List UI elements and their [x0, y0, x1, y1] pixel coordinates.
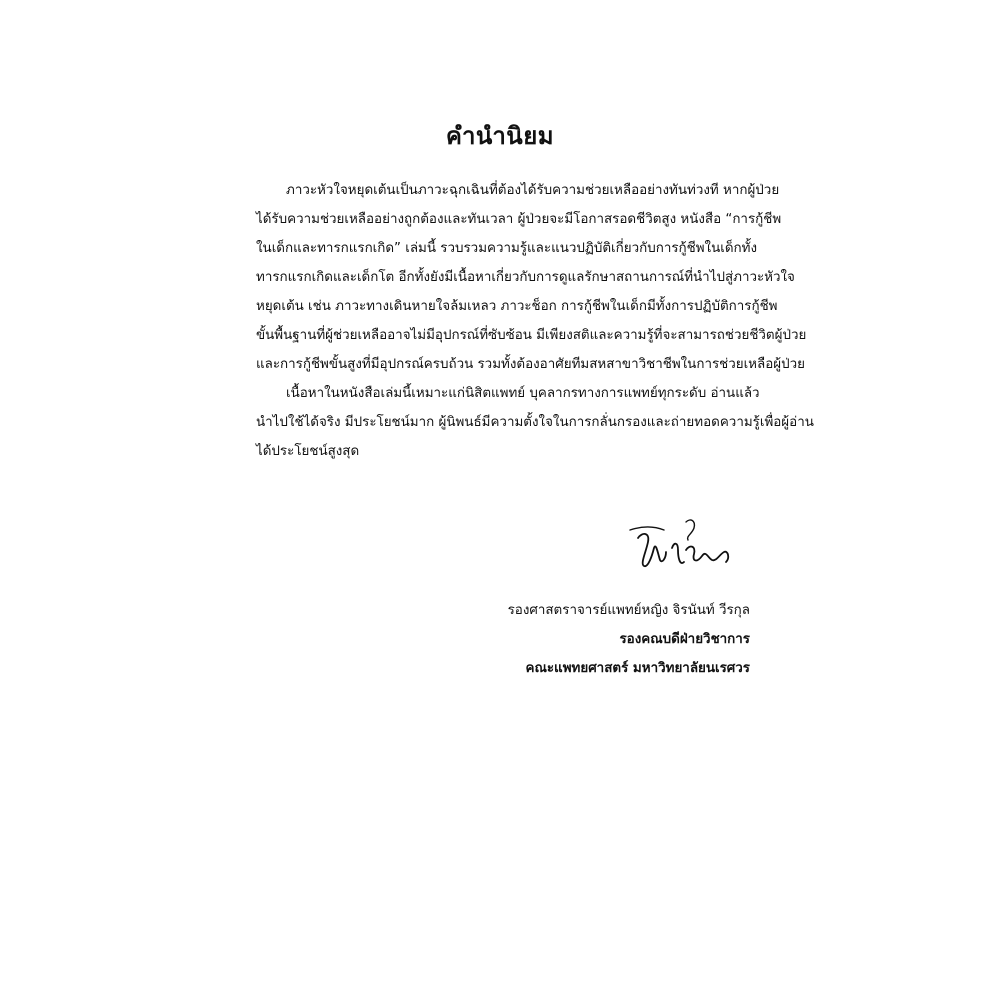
paragraph-line: เนื้อหาในหนังสือเล่มนี้เหมาะแก่นิสิตแพทย์ บุคลากรทางการแพทย์ทุกระดับ อ่านแล้ว — [286, 386, 760, 401]
signatory-name: รองศาสตราจารย์แพทย์หญิง จิรนันท์ วีรกุล — [507, 603, 750, 618]
paragraph-line: ได้รับความช่วยเหลืออย่างถูกต้องและทันเวลา ผู้ป่วยจะมีโอกาสรอดชีวิตสูง หนังสือ “การกู้ชีพ — [256, 212, 782, 227]
signatory-position: รองคณบดีฝ่ายวิชาการ — [619, 632, 750, 647]
paragraph-line: ในเด็กและทารกแรกเกิด” เล่มนี้ รวบรวมความรู้และแนวปฏิบัติเกี่ยวกับการกู้ชีพในเด็กทั้ง — [256, 241, 757, 256]
paragraph-line: หยุดเต้น เช่น ภาวะทางเดินหายใจล้มเหลว ภาวะช็อก การกู้ชีพในเด็กมีทั้งการปฏิบัติการกู้ชีพ — [256, 299, 778, 314]
foreword-body — [256, 176, 814, 466]
paragraph-line: และการกู้ชีพขั้นสูงที่มีอุปกรณ์ครบถ้วน รวมทั้งต้องอาศัยทีมสหสาขาวิชาชีพในการช่วยเหลือผู้ป่วย — [256, 357, 805, 372]
signature-block — [508, 596, 750, 683]
page-title: คำนำนิยม — [445, 122, 555, 150]
handwritten-signature — [620, 508, 740, 580]
paragraph-line: ภาวะหัวใจหยุดเต้นเป็นภาวะฉุกเฉินที่ต้องได้รับความช่วยเหลืออย่างทันท่วงที หากผู้ป่วย — [286, 183, 780, 198]
paragraph-line: ได้ประโยชน์สูงสุด — [256, 444, 360, 459]
signatory-organization: คณะแพทยศาสตร์ มหาวิทยาลัยนเรศวร — [525, 661, 750, 676]
paragraph-line: นำไปใช้ได้จริง มีประโยชน์มาก ผู้นิพนธ์มีความตั้งใจในการกลั่นกรองและถ่ายทอดความรู้เพื่อผู้อ่าน — [256, 415, 814, 430]
paragraph-line: ขั้นพื้นฐานที่ผู้ช่วยเหลืออาจไม่มีอุปกรณ์ที่ซับซ้อน มีเพียงสติและความรู้ที่จะสามารถช่วยชีวิตผู้ป่วย — [256, 328, 807, 343]
paragraph-line: ทารกแรกเกิดและเด็กโต อีกทั้งยังมีเนื้อหาเกี่ยวกับการดูแลรักษาสถานการณ์ที่นำไปสู่ภาวะหัวใจ — [256, 270, 795, 285]
